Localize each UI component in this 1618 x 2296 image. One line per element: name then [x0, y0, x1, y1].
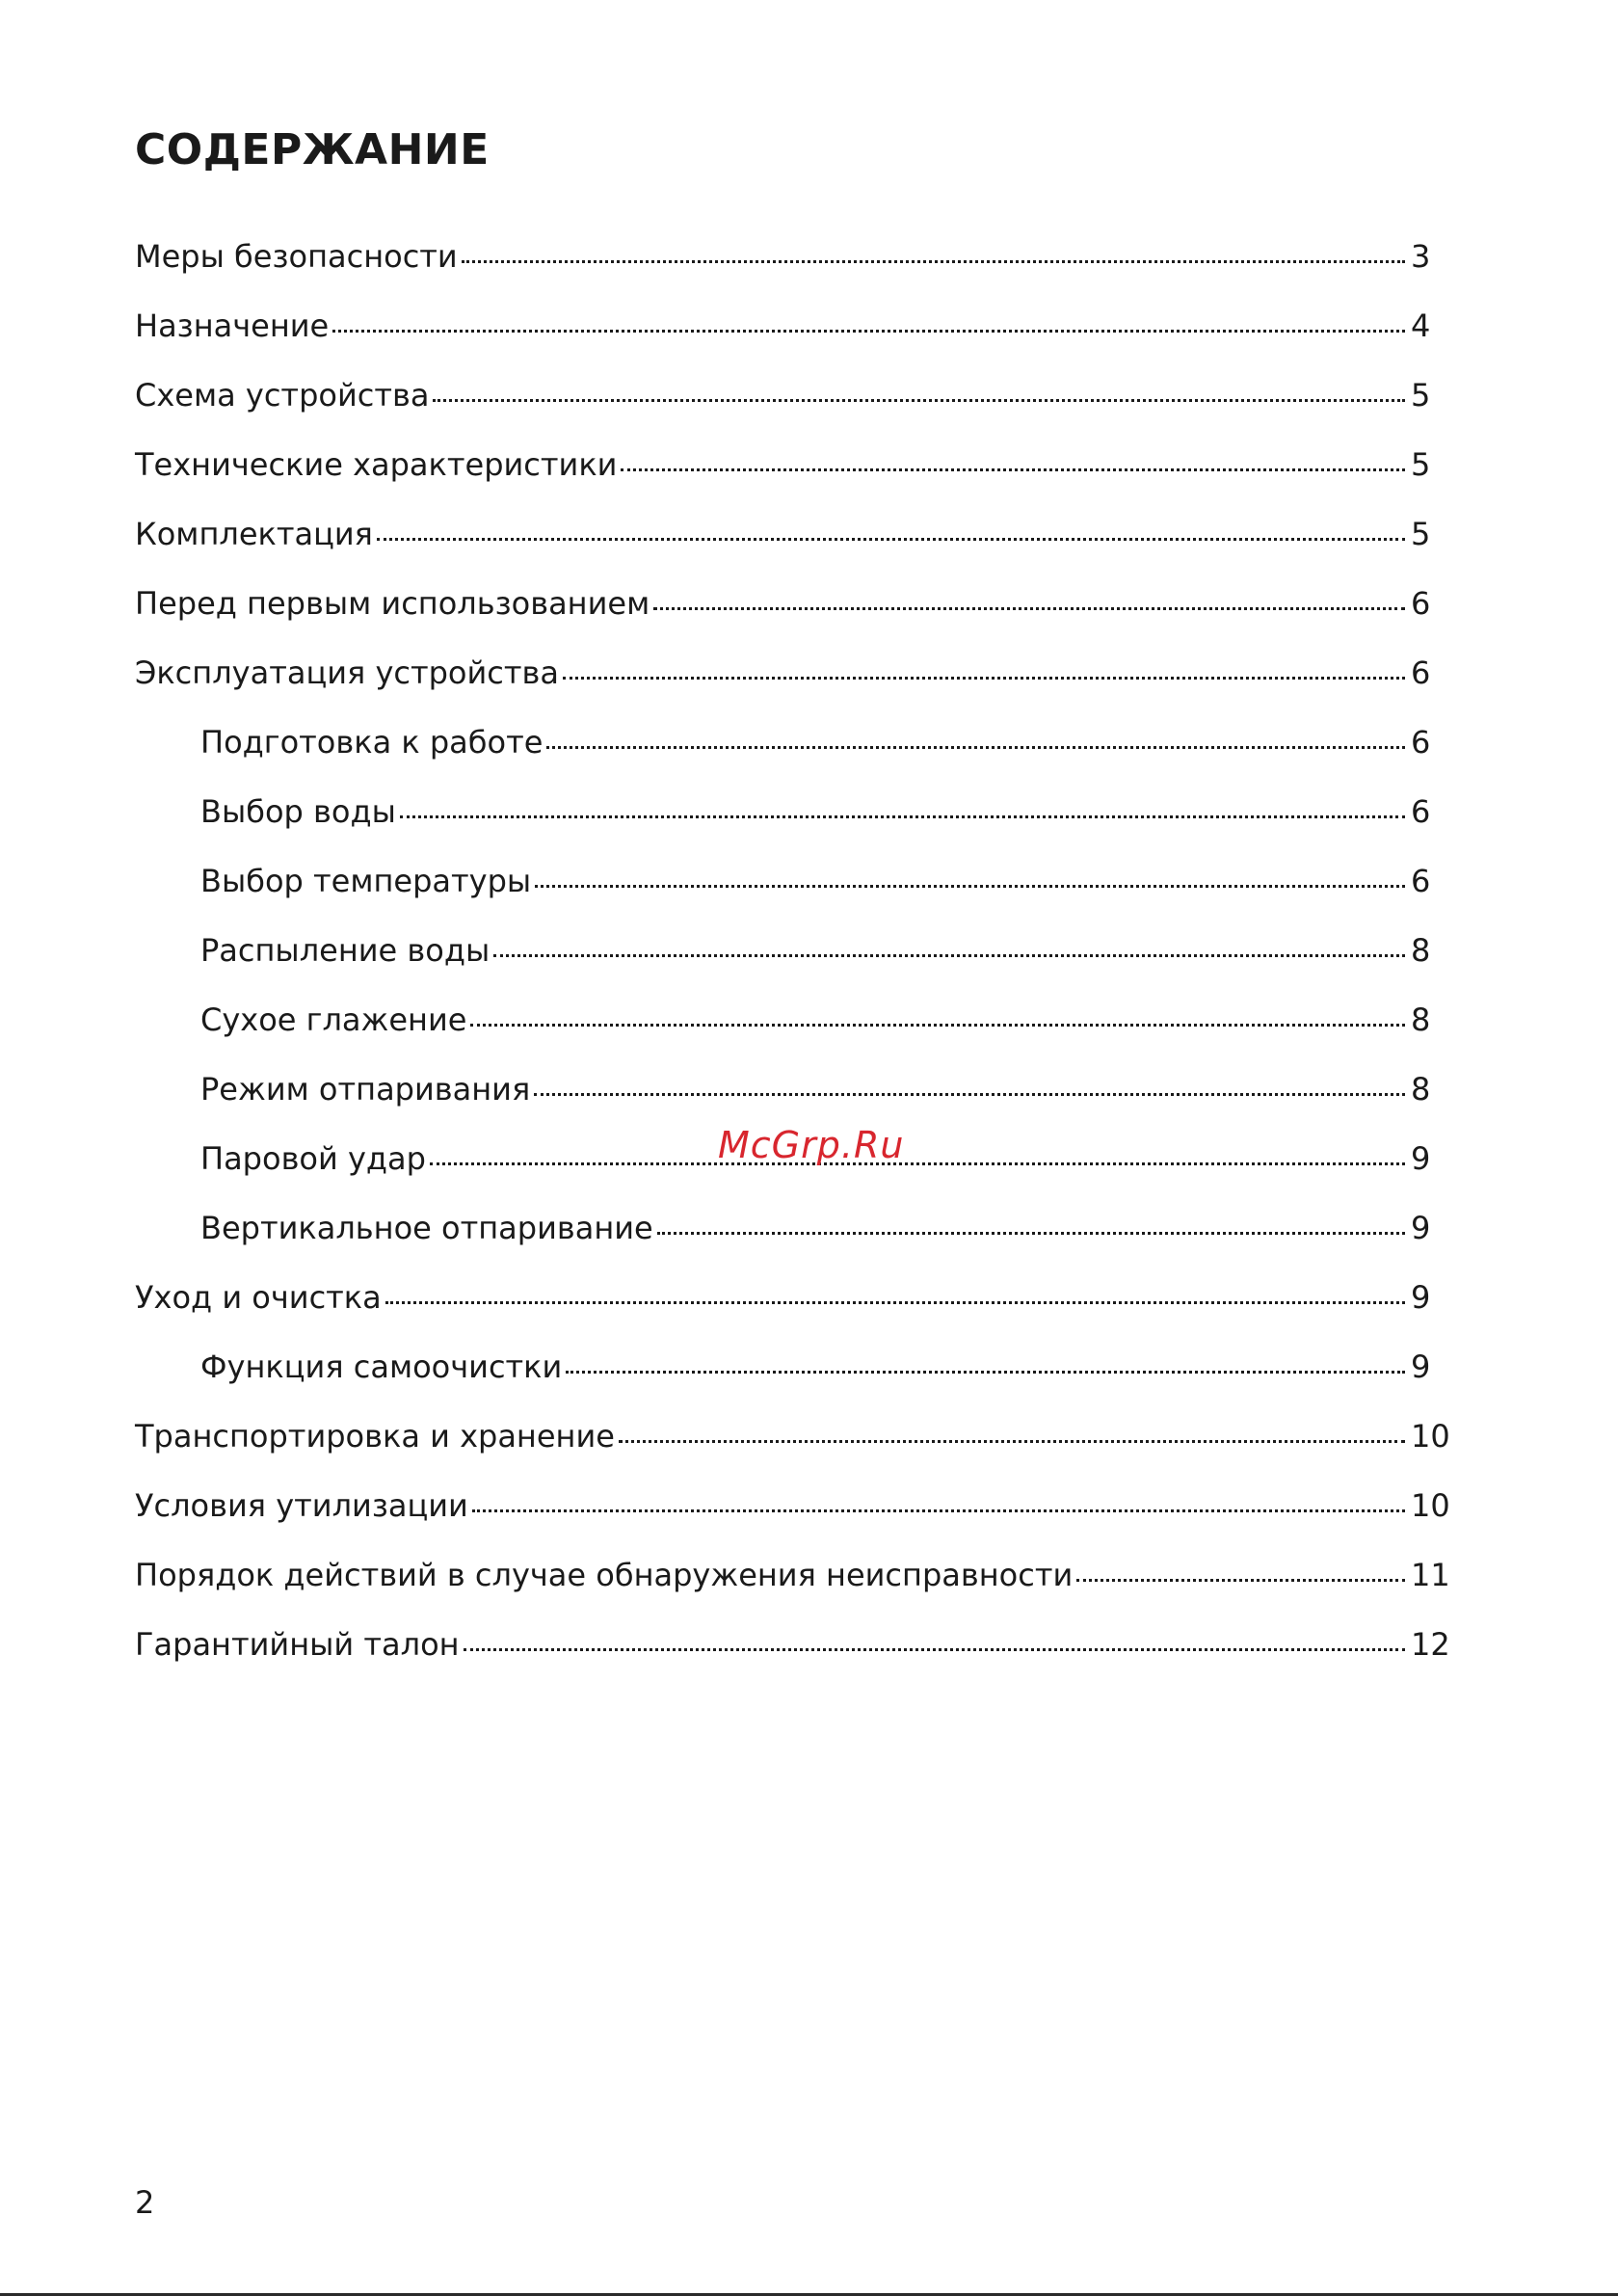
toc-entry-label: Условия утилизации [135, 1487, 468, 1524]
toc-entry[interactable] [135, 1619, 1457, 1689]
toc-entry[interactable] [135, 1481, 1457, 1550]
toc-entry-label: Выбор воды [200, 793, 396, 830]
toc-entry-label: Меры безопасности [135, 238, 458, 275]
toc-entry-page: 9 [1411, 1348, 1431, 1385]
dot-leader [563, 676, 1405, 680]
toc-entry-label: Технические характеристики [135, 446, 618, 483]
toc-entry-label: Схема устройства [135, 377, 430, 414]
toc-entry-label: Функция самоочистки [200, 1348, 563, 1385]
toc-entry-label: Эксплуатация устройства [135, 654, 559, 691]
table-of-contents [135, 231, 1457, 1689]
dot-leader [1076, 1578, 1405, 1582]
toc-entry-page: 8 [1411, 1071, 1431, 1108]
toc-entry-page: 10 [1411, 1487, 1450, 1524]
toc-entry-page: 5 [1411, 446, 1431, 483]
toc-entry-page: 9 [1411, 1279, 1431, 1316]
toc-entry-page: 9 [1411, 1140, 1431, 1177]
dot-leader [377, 537, 1405, 541]
dot-leader [546, 745, 1405, 749]
dot-leader [332, 329, 1405, 333]
dot-leader [470, 1023, 1405, 1027]
toc-entry-page: 3 [1411, 238, 1431, 275]
toc-entry[interactable] [135, 1342, 1457, 1411]
toc-entry[interactable] [135, 440, 1457, 509]
dot-leader [430, 1161, 1405, 1165]
toc-entry[interactable] [135, 717, 1457, 787]
dot-leader [433, 398, 1405, 402]
toc-entry-label: Распыление воды [200, 932, 491, 969]
toc-entry-label: Комплектация [135, 516, 373, 552]
toc-entry-label: Назначение [135, 307, 330, 344]
toc-entry-label: Уход и очистка [135, 1279, 382, 1316]
toc-entry-page: 8 [1411, 1001, 1431, 1038]
toc-entry[interactable] [135, 1272, 1457, 1342]
dot-leader [621, 467, 1405, 471]
toc-entry-page: 8 [1411, 932, 1431, 969]
toc-entry-page: 6 [1411, 654, 1431, 691]
toc-entry[interactable] [135, 787, 1457, 856]
toc-entry-page: 5 [1411, 377, 1431, 414]
toc-entry-page: 11 [1411, 1557, 1450, 1593]
toc-entry-page: 9 [1411, 1210, 1431, 1246]
toc-entry-page: 5 [1411, 516, 1431, 552]
toc-entry-page: 4 [1411, 307, 1431, 344]
toc-entry-label: Сухое глажение [200, 1001, 467, 1038]
dot-leader [619, 1439, 1405, 1443]
toc-entry[interactable] [135, 1203, 1457, 1272]
toc-entry-label: Порядок действий в случае обнаружения неисправности [135, 1557, 1074, 1593]
toc-entry[interactable] [135, 995, 1457, 1064]
page-title: СОДЕРЖАНИЕ [135, 125, 490, 174]
dot-leader [657, 1231, 1405, 1235]
dot-leader [534, 1092, 1405, 1096]
page-number: 2 [135, 2184, 155, 2221]
toc-entry-label: Подготовка к работе [200, 724, 544, 761]
toc-entry[interactable] [135, 231, 1457, 301]
toc-entry-page: 12 [1411, 1626, 1450, 1663]
toc-entry-label: Паровой удар [200, 1140, 426, 1177]
dot-leader [653, 606, 1405, 610]
dot-leader [566, 1370, 1405, 1374]
dot-leader [400, 814, 1405, 818]
toc-entry-page: 6 [1411, 863, 1431, 899]
toc-entry-label: Гарантийный талон [135, 1626, 460, 1663]
dot-leader [385, 1300, 1405, 1304]
toc-entry-page: 6 [1411, 793, 1431, 830]
toc-entry-label: Перед первым использованием [135, 585, 650, 622]
toc-entry-label: Режим отпаривания [200, 1071, 531, 1108]
dot-leader [472, 1508, 1405, 1512]
toc-entry[interactable] [135, 301, 1457, 370]
watermark: McGrp.Ru [718, 1124, 905, 1166]
toc-entry[interactable] [135, 509, 1457, 578]
dot-leader [493, 953, 1405, 957]
toc-entry-page: 10 [1411, 1418, 1450, 1455]
toc-entry[interactable] [135, 1411, 1457, 1481]
dot-leader [464, 1647, 1405, 1651]
dot-leader [535, 884, 1405, 888]
toc-entry-page: 6 [1411, 585, 1431, 622]
toc-entry[interactable] [135, 648, 1457, 717]
toc-entry[interactable] [135, 1550, 1457, 1619]
dot-leader [462, 259, 1405, 263]
toc-entry[interactable] [135, 578, 1457, 648]
toc-entry-label: Выбор температуры [200, 863, 532, 899]
toc-entry[interactable] [135, 925, 1457, 995]
toc-entry-label: Транспортировка и хранение [135, 1418, 615, 1455]
toc-entry[interactable] [135, 856, 1457, 925]
toc-entry-label: Вертикальное отпаривание [200, 1210, 653, 1246]
toc-entry-page: 6 [1411, 724, 1431, 761]
toc-entry[interactable] [135, 370, 1457, 440]
